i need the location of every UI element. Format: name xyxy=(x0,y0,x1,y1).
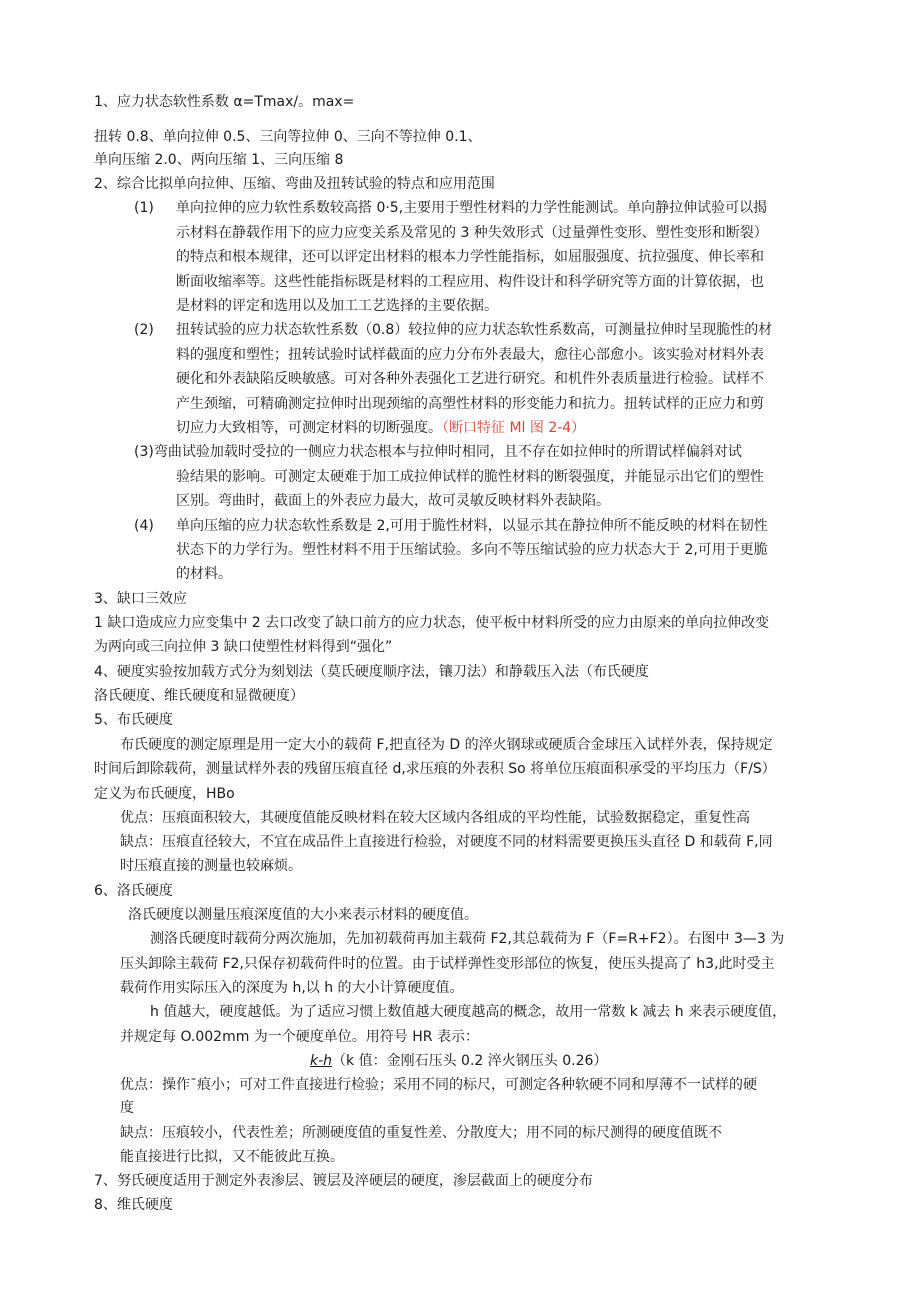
section-5-disadvantages-1: 缺点：压痕直径较大，不宜在成品件上直接进行检验，对硬度不同的材料需要更换压头直径 D 和载荷 F,同 xyxy=(120,834,773,850)
item-4-number: (4) xyxy=(134,518,154,534)
item-2-line-5 xyxy=(176,418,585,438)
item-1-line-5: 是材料的评定和选用以及加工工艺选择的主要依据。 xyxy=(176,298,498,314)
section-5-title: 5、布氏硬度 xyxy=(94,712,173,728)
section-4-line-1: 4、硬度实验按加载方式分为刻划法（莫氏硬度顺序法，镶刀法）和静载压入法（布氏硬度 xyxy=(94,664,649,680)
section-6-line-4: 载荷作用实际压入的深度为 h,以 h 的大小计算硬度值。 xyxy=(120,980,464,996)
section-8-title: 8、维氏硬度 xyxy=(94,1197,173,1213)
formula-note: （k 值：金刚石压头 0.2 淬火钢压头 0.26） xyxy=(332,1053,608,1069)
section-2-title: 2、综合比拟单向拉伸、压缩、弯曲及扭转试验的特点和应用范围 xyxy=(94,176,495,192)
section-1-line-2: 单向压缩 2.0、两向压缩 1、三向压缩 8 xyxy=(94,152,344,168)
section-6-line-1: 洛氏硬度以测量压痕深度值的大小来表示材料的硬度值。 xyxy=(128,907,478,923)
item-2-line-4: 产生颈缩，可精确测定拉伸时出现颈缩的高塑性材料的形变能力和抗力。扭转试样的正应力和剪 xyxy=(176,396,764,412)
hardness-formula xyxy=(310,1051,607,1071)
item-1-line-2: 示材料在静载作用下的应力应变关系及常见的 3 种失效形式（过量弹性变形、塑性变形和断裂） xyxy=(176,225,768,241)
item-2-line-1: 扭转试验的应力状态软性系数（0.8）较拉伸的应力状态软性系数高，可测量拉伸时呈现脆性的材 xyxy=(176,322,773,338)
item-1-number: (1) xyxy=(134,200,154,216)
section-6-disadvantages-2: 能直接进行比拟，又不能彼此互换。 xyxy=(120,1149,344,1165)
section-6-line-6: 并规定每 O.002mm 为一个硬度单位。用符号 HR 表示： xyxy=(120,1029,479,1045)
item-1-line-1: 单向拉伸的应力软性系数较高搭 0·5,主要用于塑性材料的力学性能测试。单向静拉伸试验可以揭 xyxy=(176,200,768,216)
item-4-line-2: 状态下的力学行为。塑性材料不用于压缩试验。多向不等压缩试验的应力状态大于 2,可用于更脆 xyxy=(176,542,768,558)
section-3-line-2: 为两向或三向拉伸 3 缺口使塑性材料得到“强化” xyxy=(94,639,393,655)
section-5-line-3: 定义为布氏硬度，HBo xyxy=(94,786,235,802)
section-1-title: 1、应力状态软性系数 α=Tmax/。max= xyxy=(94,94,355,110)
item-2-number: (2) xyxy=(134,322,154,338)
item-4-line-1: 单向压缩的应力状态软性系数是 2,可用于脆性材料，以显示其在静拉伸所不能反映的材料在韧性 xyxy=(176,518,768,534)
item-2-line-3: 硬化和外表缺陷反映敏感。可对各种外表强化工艺进行研究。和机件外表质量进行检验。试样不 xyxy=(176,371,764,387)
item-3-line-2: 验结果的影响。可测定太硬难于加工成拉伸试样的脆性材料的断裂强度，并能显示出它们的塑性 xyxy=(176,469,764,485)
item-2-line-2: 料的强度和塑性；扭转试验时试样截面的应力分布外表最大，愈往心部愈小。该实验对材料外表 xyxy=(176,347,764,363)
formula-k-minus-h: k-h xyxy=(310,1053,333,1069)
section-5-advantages: 优点：压痕面积较大，其硬度值能反映材料在较大区域内各组成的平均性能，试验数据稳定，重复性高 xyxy=(120,810,750,826)
section-3-line-1: 1 缺口造成应力应变集中 2 去口改变了缺口前方的应力状态，使平板中材料所受的应力由原来的单向拉伸改变 xyxy=(94,615,770,631)
section-6-line-5: h 值越大，硬度越低。为了适应习惯上数值越大硬度越高的概念，故用一常数 k 减去 h 来表示硬度值， xyxy=(150,1004,787,1020)
section-6-line-2: 测洛氏硬度时载荷分两次施加，先加初载荷再加主载荷 F2,其总载荷为 F（F=R+F2）。右图中 3—3 为 xyxy=(150,931,785,947)
section-1-line-1: 扭转 0.8、单向拉伸 0.5、三向等拉伸 0、三向不等拉伸 0.1、 xyxy=(94,129,482,145)
item-3-line-3: 区别。弯曲时，截面上的外表应力最大，故可灵敏反映材料外表缺陷。 xyxy=(176,493,610,509)
section-4-line-2: 洛氏硬度、维氏硬度和显微硬度） xyxy=(94,688,304,704)
section-6-line-3: 压头卸除主载荷 F2,只保存初载荷件时的位置。由于试样弹性变形部位的恢复，使压头提高了 h3,此时受主 xyxy=(120,956,775,972)
section-6-advantages-2: 度 xyxy=(120,1100,134,1116)
section-5-line-1: 布氏硬度的测定原理是用一定大小的载荷 F,把直径为 D 的淬火钢球或硬质合金球压入试样外表，保持规定 xyxy=(120,737,773,753)
fracture-note: （断口特征 Ml 图 2-4） xyxy=(442,420,586,436)
section-7-line-1: 7、努氏硬度适用于测定外表渗层、镀层及淬硬层的硬度，渗层截面上的硬度分布 xyxy=(94,1173,593,1189)
section-3-title: 3、缺口三效应 xyxy=(94,591,187,607)
section-6-advantages-1: 优点：操作ˉ痕小；可对工件直接进行检验；采用不同的标尺，可测定各种软硬不同和厚薄不一试样的硬 xyxy=(120,1077,757,1093)
item-1-line-4: 断面收缩率等。这些性能指标既是材料的工程应用、构件设计和科学研究等方面的计算依据，也 xyxy=(176,274,764,290)
item-3-line-1: (3)弯曲试验加载时受拉的一侧应力状态根本与拉伸时相同，且不存在如拉伸时的所谓试样偏斜对试 xyxy=(134,444,742,460)
section-6-title: 6、洛氏硬度 xyxy=(94,883,173,899)
item-4-line-3: 的材料。 xyxy=(176,566,232,582)
section-6-disadvantages-1: 缺点：压痕较小，代表性差；所测硬度值的重复性差、分散度大；用不同的标尺测得的硬度值既不 xyxy=(120,1125,722,1141)
item-1-line-3: 的特点和根本规律，还可以评定出材料的根本力学性能指标，如屈服强度、抗拉强度、伸长率和 xyxy=(176,249,764,265)
item-2-line-5-text: 切应力大致相等，可测定材料的切断强度。 xyxy=(176,420,442,436)
section-5-disadvantages-2: 时压痕直接的测量也较麻烦。 xyxy=(120,858,302,874)
section-5-line-2: 时间后卸除载荷，测量试样外表的残留压痕直径 d,求压痕的外表积 So 将单位压痕面积承受的平均压力（F/S） xyxy=(94,761,776,777)
